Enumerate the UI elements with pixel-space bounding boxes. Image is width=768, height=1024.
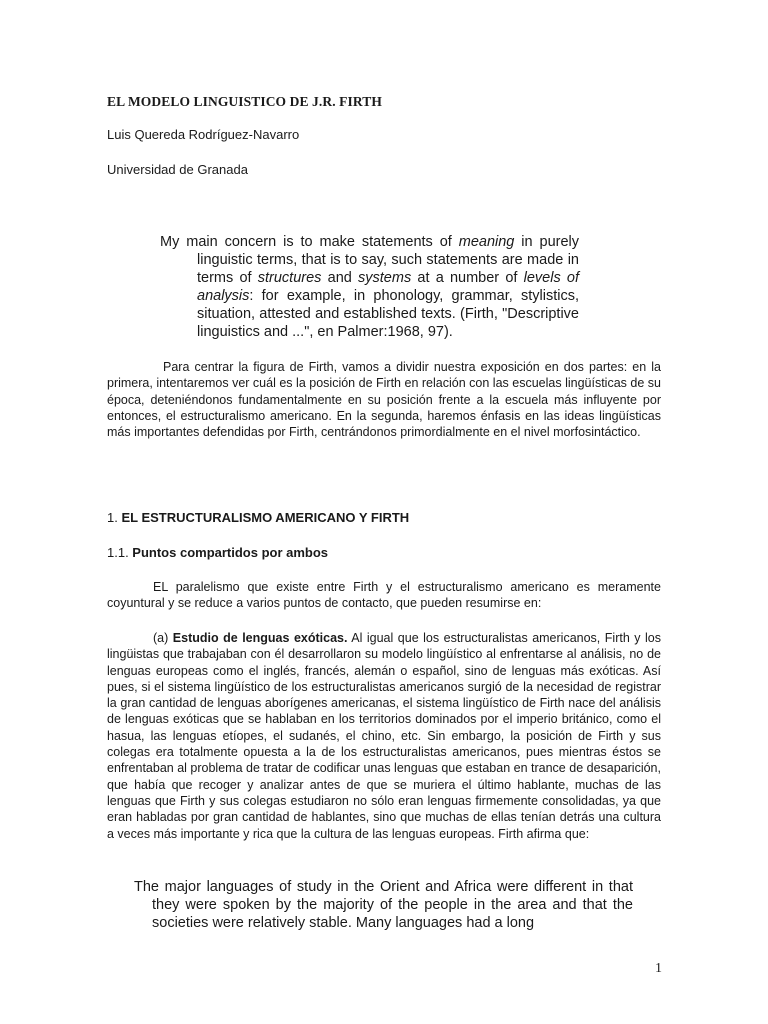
author-affiliation: Universidad de Granada xyxy=(107,162,248,177)
body-paragraph-2: EL paralelismo que existe entre Firth y el estructuralismo americano es meramente coyuntural y se reduce a varios puntos de contacto, que pueden resumirse en: xyxy=(107,580,661,611)
section-heading-1: 1. EL ESTRUCTURALISMO AMERICANO Y FIRTH xyxy=(107,510,410,525)
point-a-heading: Estudio de lenguas exóticas. xyxy=(172,631,348,645)
page-number: 1 xyxy=(655,961,662,976)
body-paragraph-point-a: (a) Estudio de lenguas exóticas. Al igual que los estructuralistas americanos, Firth y los lingüistas que trabajaban con él desarrollaron su modelo lingüístico al enfrentarse al análisis, no de lenguas europeas como el inglés, francés, alemán o español, sino de lenguas más exóticas. Así pues, si el sistema lingüístico de los estructuralistas americanos surgió de la necesidad de registrar la gran cantidad de lenguas aborígenes americanas, el sistema lingüístico de Firth nace del análisis de lenguas exóticas que se hablaban en los territorios dominados por el imperio británico, como el hasua, las lenguas etíopes, el sudanés, el chino, etc. Sin embargo, la posición de Firth y sus colegas era totalmente opuesta a la de los estructuralistas americanos, pues mientras éstos se enfrentaban al problema de tratar de codificar unas lenguas que estaban en trance de desaparición, que había que recoger y analizar antes de que se muriera el último hablante, muchas de las lenguas que Firth y sus colegas estudiaron no sólo eran lenguas firmemente consolidadas, ya que eran habladas por gran cantidad de hablantes, sino que muchas de ellas tenían detrás una cultura a veces más importante y rica que la cultura de las lenguas europeas. Firth afirma que: xyxy=(107,631,662,841)
document-title: EL MODELO LINGUISTICO DE J.R. FIRTH xyxy=(107,94,382,109)
author-name: Luis Quereda Rodríguez-Navarro xyxy=(107,127,300,142)
intro-paragraph: Para centrar la figura de Firth, vamos a dividir nuestra exposición en dos partes: en la primera, intentaremos ver cuál es la posición de Firth en relación con las escuelas lingüísticas de su época, deteniéndonos fundamentalmente en su posición frente a la escuela más influyente por entonces, el estructuralismo americano. En la segunda, haremos énfasis en las ideas lingüísticas más importantes defendidas por Firth, centrándonos primordialmente en el nivel morfosintáctico. xyxy=(107,360,661,440)
block-quote-2: The major languages of study in the Orient and Africa were different in that they were spoken by the majority of the people in the area and that the societies were relatively stable. Many languages had a long xyxy=(134,879,633,931)
section-heading-1-1: 1.1. Puntos compartidos por ambos xyxy=(107,545,329,560)
epigraph-quote: My main concern is to make statements of meaning in purely linguistic terms, that is to say, such statements are made in terms of structures and systems at a number of levels of analysis: for example, in phonology, grammar, stylistics, situation, attested and established texts. (Firth, "Descriptive linguistics and ...", en Palmer:1968, 97). xyxy=(160,234,580,340)
